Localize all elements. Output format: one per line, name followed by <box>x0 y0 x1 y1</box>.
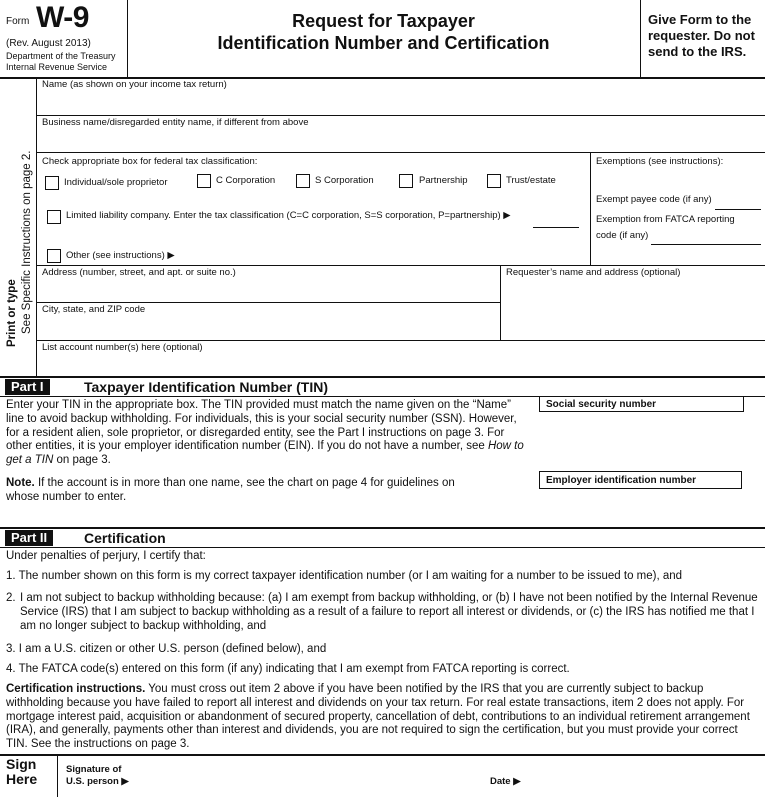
account-numbers-field[interactable] <box>37 341 765 377</box>
signature-label-line-1: Signature of <box>66 764 122 775</box>
exemptions-label: Exemptions (see instructions): <box>596 156 724 167</box>
part1-note-bold: Note. <box>6 477 35 489</box>
business-name-field[interactable] <box>37 116 765 152</box>
city-state-zip-field[interactable] <box>37 303 500 340</box>
llc-classification-input[interactable] <box>533 227 579 228</box>
give-line-3: send to the IRS. <box>648 44 747 59</box>
fatca-label-line-2: code (if any) <box>596 230 649 241</box>
title-line-2: Identification Number and Certification <box>217 33 550 53</box>
s-corporation-label: S Corporation <box>315 175 374 186</box>
part2-heading-rule <box>0 547 765 548</box>
give-line-2: requester. Do not <box>648 28 755 43</box>
signature-label-line-2: U.S. person ▶ <box>66 776 129 787</box>
ssn-label: Social security number <box>546 399 657 410</box>
business-name-label: Business name/disregarded entity name, if different from above <box>42 117 309 128</box>
fatca-code-input[interactable] <box>651 244 761 245</box>
certification-item-1: 1. The number shown on this form is my correct taxpayer identification number (or I am waiting for a number to be issued to me), and <box>6 570 683 582</box>
city-state-zip-label: City, state, and ZIP code <box>42 304 146 315</box>
individual-option-label: Individual/sole proprietor <box>64 177 168 188</box>
individual-checkbox[interactable] <box>45 176 59 190</box>
address-field[interactable] <box>37 266 500 302</box>
sign-here-label <box>6 757 37 787</box>
certification-intro: Under penalties of perjury, I certify that: <box>6 550 206 562</box>
part2-label: Part II <box>5 530 53 546</box>
sidebar-specific-instructions: See Specific Instructions on page 2. <box>21 150 33 334</box>
partnership-checkbox[interactable] <box>399 174 413 188</box>
date-label: Date ▶ <box>490 776 521 787</box>
exempt-payee-label: Exempt payee code (if any) <box>596 194 712 205</box>
date-field[interactable] <box>485 756 765 794</box>
trust-estate-checkbox[interactable] <box>487 174 501 188</box>
ein-label: Employer identification number <box>546 475 697 486</box>
name-label: Name (as shown on your income tax return) <box>42 79 227 90</box>
part1-text: Enter your TIN in the appropriate box. The TIN provided must match the name given on the “Name” line to avoid backup withholding. For individuals, this is your social security number (SSN). However, for a resident alien, sole proprietor, or disregarded entity, see the Part I instructions on page 3. For other entities, it is your employer identification number (EIN). If you do not have a number, see <box>6 399 517 453</box>
agency-line: Internal Revenue Service <box>6 62 108 72</box>
account-numbers-label: List account number(s) here (optional) <box>42 342 203 353</box>
sidebar-instructions <box>0 78 36 377</box>
exempt-payee-input[interactable] <box>715 209 761 210</box>
other-checkbox[interactable] <box>47 249 61 263</box>
address-label: Address (number, street, and apt. or suite no.) <box>42 267 236 278</box>
part1-instructions <box>6 399 528 468</box>
name-field[interactable] <box>37 78 765 115</box>
certification-item-3: 3. I am a U.S. citizen or other U.S. person (defined below), and <box>6 643 327 655</box>
form-label: Form <box>6 16 30 27</box>
c-corporation-label: C Corporation <box>216 175 276 186</box>
s-corporation-checkbox[interactable] <box>296 174 310 188</box>
form-number: W-9 <box>36 1 89 34</box>
part1-text-end: on page 3. <box>53 454 111 467</box>
part2-title: Certification <box>84 530 166 546</box>
certification-item-2: I am not subject to backup withholding because: (a) I am exempt from backup withholding, or (b) I have not been notified by the Internal Revenue Service (IRS) that I am subject to backup withholding as a result of a failure to report all interest or dividends, or (c) the IRS has notified me that I am no longer subject to backup withholding, and <box>20 592 758 632</box>
signature-field[interactable] <box>58 756 478 794</box>
certification-item-2-number: 2. <box>6 592 16 604</box>
part1-title: Taxpayer Identification Number (TIN) <box>84 379 328 395</box>
tax-classification-section <box>37 153 590 265</box>
fatca-label-line-1: Exemption from FATCA reporting <box>596 214 735 225</box>
llc-checkbox[interactable] <box>47 210 61 224</box>
sidebar-print-or-type: Print or type <box>6 279 18 347</box>
ein-input-box[interactable] <box>539 471 742 489</box>
requester-label: Requester’s name and address (optional) <box>506 267 681 278</box>
certification-instructions <box>6 683 761 752</box>
partnership-label: Partnership <box>419 175 468 186</box>
revision-date: (Rev. August 2013) <box>6 38 91 49</box>
part1-label: Part I <box>5 379 50 395</box>
title-line-1: Request for Taxpayer <box>292 11 475 31</box>
header-divider-right <box>640 0 641 78</box>
requester-field[interactable] <box>501 266 765 340</box>
give-form-note <box>648 12 755 60</box>
give-line-1: Give Form to the <box>648 12 752 27</box>
other-label: Other (see instructions) ▶ <box>66 250 175 261</box>
trust-estate-label: Trust/estate <box>506 175 556 186</box>
part1-note <box>6 477 491 505</box>
exemptions-section <box>591 153 765 265</box>
ssn-input-box[interactable] <box>539 396 744 412</box>
fields-bottom-rule <box>0 376 765 378</box>
llc-label: Limited liability company. Enter the tax classification (C=C corporation, S=S corporation, P=partnership) ▶ <box>66 210 511 221</box>
department-line: Department of the Treasury <box>6 51 116 61</box>
part1-how-to-get-tin: How to get a TIN <box>6 440 524 467</box>
tax-classification-label: Check appropriate box for federal tax classification: <box>42 156 258 167</box>
certification-instructions-text: You must cross out item 2 above if you have been notified by the IRS that you are currently subject to backup withholding because you have failed to report all interest and dividends on your tax return. For real estate transactions, item 2 does not apply. For mortgage interest paid, acquisition or abandonment of secured property, cancellation of debt, contributions to an individual retirement arrangement (IRA), and generally, payments other than interest and dividends, you are not required to sign the certification, but you must provide your correct TIN. See the instructions on page 3. <box>6 683 750 751</box>
c-corporation-checkbox[interactable] <box>197 174 211 188</box>
certification-item-4: 4. The FATCA code(s) entered on this form (if any) indicating that I am exempt from FATCA reporting is correct. <box>6 663 570 675</box>
form-title <box>127 10 640 54</box>
certification-instructions-bold: Certification instructions. <box>6 683 146 695</box>
here-word: Here <box>6 771 38 787</box>
part1-note-text: If the account is in more than one name, see the chart on page 4 for guidelines on whose number to enter. <box>6 477 455 503</box>
part1-bottom-rule <box>0 527 765 529</box>
sign-word: Sign <box>6 756 37 772</box>
form-header <box>0 0 765 78</box>
